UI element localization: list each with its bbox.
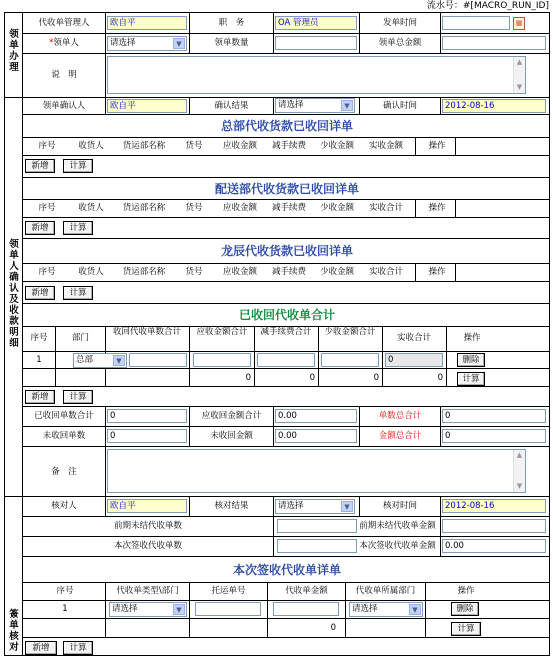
col-header: 序号 [38, 267, 56, 277]
hq-calc-button[interactable]: 计算 [63, 159, 93, 173]
qty-field[interactable] [275, 36, 357, 50]
issue-time-field[interactable] [442, 16, 510, 30]
dist-table-title: 配送部代收货款已收回详单 [214, 182, 359, 196]
unrecv-count-label: 未收回单数 [42, 431, 86, 441]
issue-time-label: 发单时间 [382, 18, 417, 28]
col-header: 实收合计 [368, 267, 403, 277]
qty-label: 领单数量 [214, 38, 249, 48]
manager-label: 代收单管理人 [38, 18, 90, 28]
recv-count-field[interactable]: 0 [107, 409, 187, 423]
col-header: 代收单金额 [285, 586, 328, 596]
lc-table-title: 龙辰代收货款已收回详单 [220, 244, 353, 258]
chevron-down-icon: ▼ [113, 355, 125, 366]
sign-row-calc-button[interactable]: 计算 [451, 622, 481, 636]
col-header: 收货人 [78, 203, 104, 213]
sign-waybill-field[interactable] [195, 602, 261, 616]
col-header: 减手续费 [271, 141, 306, 151]
chevron-down-icon: ▼ [173, 38, 185, 49]
recv-amount-field[interactable]: 0.00 [275, 409, 357, 423]
col-header: 序号 [38, 203, 56, 213]
col-header: 货号 [185, 267, 203, 277]
prev-amount-field[interactable] [442, 519, 546, 533]
dist-calc-button[interactable]: 计算 [63, 221, 93, 235]
unrecv-amount-label: 未收回金额 [210, 431, 253, 441]
sum-calc-button[interactable]: 计算 [63, 390, 93, 404]
col-header: 操作 [463, 333, 481, 343]
col-header: 收货人 [78, 141, 104, 151]
sum-row-number: 1 [36, 355, 42, 365]
col-header: 减手续费 [271, 267, 306, 277]
recv-count-label: 已收回单数合计 [34, 411, 94, 421]
chevron-down-icon: ▼ [341, 100, 353, 111]
sum-actual-field[interactable]: 0 [385, 353, 443, 367]
col-header: 操作 [428, 267, 446, 277]
sum-row-calc-button[interactable]: 计算 [457, 372, 485, 386]
checker-field[interactable]: 欧自平 [107, 499, 187, 513]
prev-count-label: 前期未结代收单数 [113, 521, 182, 531]
col-header: 应收金额 [222, 267, 257, 277]
col-header: 少收金额 [319, 203, 354, 213]
col-header: 货号 [185, 203, 203, 213]
col-header: 收货人 [78, 267, 104, 277]
sign-type-select[interactable]: 请选择 ▼ [109, 602, 187, 617]
receiver-select[interactable]: 请选择 ▼ [107, 36, 187, 51]
sign-calc-button[interactable]: 计算 [63, 641, 93, 655]
check-result-label: 核对结果 [214, 501, 249, 511]
position-label: 职 务 [218, 18, 245, 28]
confirm-result-label: 确认结果 [214, 101, 249, 111]
bill-total-label: 单数总合计 [378, 411, 422, 421]
confirm-result-select[interactable]: 请选择 ▼ [275, 98, 355, 113]
sign-total-amount: 0 [330, 623, 336, 633]
position-field[interactable]: OA 管理员 [275, 16, 357, 30]
hq-add-button[interactable]: 新增 [25, 159, 55, 173]
col-header: 减手续费 [271, 203, 306, 213]
cur-amount-label: 本次签收代收单金额 [359, 541, 436, 551]
col-header: 少收金额合计 [324, 327, 376, 337]
sum-short-field[interactable] [321, 353, 379, 367]
chevron-down-icon: ▼ [173, 604, 185, 615]
total-amount-label: 领单总金额 [378, 38, 422, 48]
amount-total-label: 金额总合计 [378, 431, 422, 441]
cur-amount-field[interactable]: 0.00 [442, 539, 546, 553]
manager-field[interactable]: 欧自平 [107, 16, 187, 30]
col-header: 应收金额合计 [196, 327, 248, 337]
recv-amount-label: 应收回金额合计 [201, 411, 262, 421]
section-receive: 领单办理 [9, 29, 19, 73]
form-frame [4, 12, 550, 656]
sum-total-short: 0 [373, 373, 379, 383]
cur-count-label: 本次签收代收单数 [113, 541, 182, 551]
sum-count-field[interactable] [129, 353, 187, 367]
col-header: 操作 [428, 141, 446, 151]
flow-number: 流水号：#[MACRO_RUN_ID] [426, 1, 549, 11]
col-header: 收回代收单数合计 [112, 327, 181, 337]
col-header: 减手续费合计 [260, 327, 312, 337]
remark-label: 备 注 [51, 467, 77, 477]
section-verify: 簽单核对 [9, 609, 19, 653]
col-header: 货运部名称 [122, 141, 166, 151]
col-header: 操作 [428, 203, 446, 213]
col-header: 货运部名称 [122, 203, 166, 213]
confirm-person-field[interactable]: 欧自平 [107, 99, 187, 113]
sum-dept-select[interactable]: 总部 ▼ [73, 353, 127, 368]
sum-total-actual: 0 [437, 373, 443, 383]
hq-table-title: 总部代收货款已收回详单 [220, 119, 353, 133]
col-header: 应收金额 [222, 203, 257, 213]
lc-calc-button[interactable]: 计算 [63, 286, 93, 300]
lc-add-button[interactable]: 新增 [25, 286, 55, 300]
total-amount-field[interactable] [442, 36, 546, 50]
col-header: 应收金额 [222, 141, 257, 151]
sum-add-button[interactable]: 新增 [25, 390, 55, 404]
check-time-field[interactable]: 2012-08-16 [442, 499, 546, 513]
unrecv-amount-field[interactable]: 0.00 [275, 429, 357, 443]
amount-total-field[interactable]: 0 [442, 429, 546, 443]
prev-count-field[interactable] [277, 519, 357, 533]
sum-table-title: 已收回代收单合计 [238, 308, 335, 322]
note-label: 说 明 [51, 70, 77, 80]
col-header: 实收合计 [368, 203, 403, 213]
col-header: 货运部名称 [122, 267, 166, 277]
col-header: 部门 [71, 333, 89, 343]
sum-receivable-field[interactable] [193, 353, 251, 367]
checker-label: 核对人 [51, 501, 77, 511]
col-header: 代收单所属部门 [355, 586, 416, 596]
receiver-label: *领单人 [49, 38, 79, 48]
sum-total-receivable: 0 [245, 373, 251, 383]
chevron-down-icon: ▼ [409, 604, 421, 615]
col-header: 实收金额 [368, 141, 403, 151]
bill-total-field[interactable]: 0 [442, 409, 546, 423]
confirm-time-label: 确认时间 [382, 101, 417, 111]
confirm-person-label: 领单确认人 [42, 101, 86, 111]
sign-dept-select[interactable]: 请选择 ▼ [349, 602, 423, 617]
sign-table-title: 本次签收代收单详单 [232, 563, 341, 577]
calendar-icon[interactable]: ▦ [513, 17, 525, 30]
sum-fee-field[interactable] [257, 353, 315, 367]
col-header: 少收金额 [319, 141, 354, 151]
sum-delete-button[interactable]: 删除 [457, 353, 485, 367]
check-time-label: 核对时间 [382, 501, 417, 511]
prev-amount-label: 前期未结代收单金额 [359, 521, 436, 531]
chevron-down-icon: ▼ [341, 501, 353, 512]
col-header: 序号 [56, 586, 74, 596]
sign-row-number: 1 [62, 604, 68, 614]
cur-count-field[interactable] [277, 539, 357, 553]
remark-textarea[interactable]: ▲ ▼ [107, 449, 526, 493]
col-header: 操作 [457, 586, 475, 596]
confirm-time-field[interactable]: 2012-08-16 [442, 99, 546, 113]
col-header: 序号 [30, 333, 48, 343]
note-textarea[interactable]: ▲ ▼ [107, 56, 526, 94]
unrecv-count-field[interactable]: 0 [107, 429, 187, 443]
sum-total-fee: 0 [309, 373, 315, 383]
col-header: 托运单号 [211, 586, 246, 596]
col-header: 代收单类型\部门 [116, 586, 179, 596]
sign-add-button[interactable]: 新增 [25, 641, 57, 655]
sign-delete-button[interactable]: 删除 [451, 602, 479, 616]
col-header: 实收合计 [396, 333, 431, 343]
col-header: 少收金额 [319, 267, 354, 277]
section-confirm: 领单人确认及收款明细 [9, 239, 19, 349]
dist-add-button[interactable]: 新增 [25, 221, 55, 235]
col-header: 序号 [38, 141, 56, 151]
check-result-select[interactable]: 请选择 ▼ [275, 499, 355, 514]
col-header: 货号 [185, 141, 203, 151]
sign-amount-field[interactable] [273, 602, 339, 616]
